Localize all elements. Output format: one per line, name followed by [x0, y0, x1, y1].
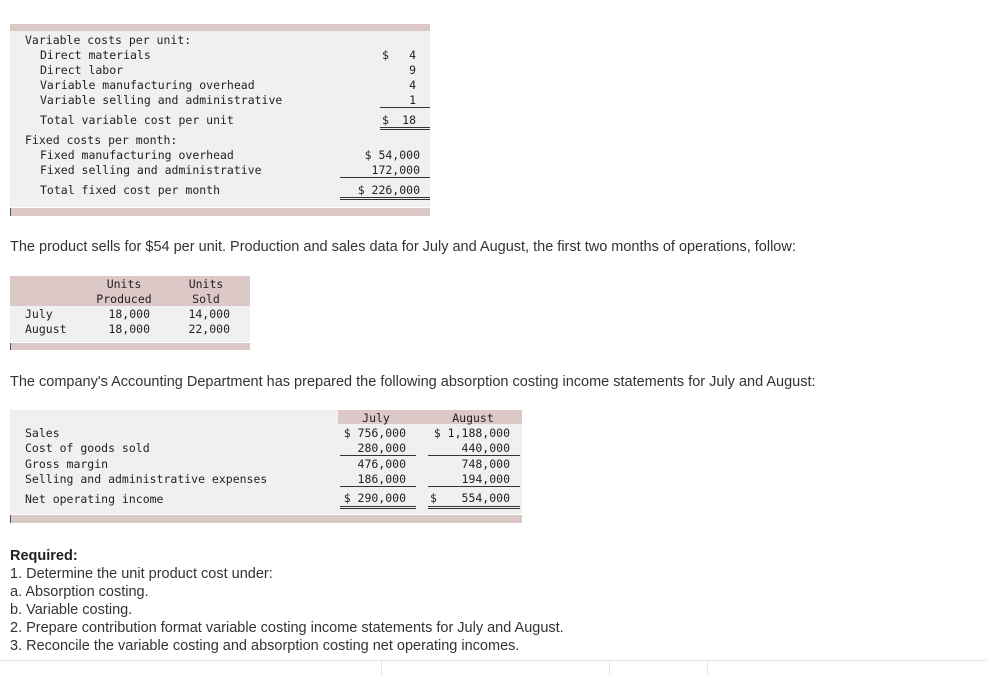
production-table-bottom-bar	[10, 343, 250, 350]
required-heading: Required:	[10, 548, 78, 564]
august-column-header: August	[452, 411, 494, 425]
selling-admin-july-rule	[340, 486, 416, 487]
net-operating-income-july: $ 290,000	[343, 491, 406, 505]
cogs-july-rule	[340, 455, 416, 456]
required-item-2: 2. Prepare contribution format variable costing income statements for July and August.	[10, 620, 564, 636]
direct-materials-value: 4	[409, 48, 416, 62]
july-units-produced: 18,000	[108, 307, 150, 321]
july-column-header: July	[362, 411, 390, 425]
income-table-bottom-edge	[10, 515, 11, 523]
net-operating-income-august: 554,000	[461, 491, 510, 505]
fixed-subtotal-rule	[340, 177, 430, 178]
income-table-bottom-bar	[10, 515, 522, 523]
gross-margin-july: 476,000	[357, 457, 406, 471]
fixed-total-double-rule	[340, 197, 430, 200]
august-units-sold: 22,000	[188, 322, 230, 336]
direct-labor-value: 9	[409, 63, 416, 77]
cogs-july: 280,000	[357, 441, 406, 455]
cogs-august-rule	[428, 455, 520, 456]
required-item-1a: a. Absorption costing.	[10, 584, 149, 600]
variable-total-double-rule	[380, 127, 430, 130]
page-bottom-tick-1	[381, 661, 382, 675]
july-units-sold: 14,000	[188, 307, 230, 321]
fixed-selling-admin-value: 172,000	[371, 163, 420, 177]
variable-costs-header: Variable costs per unit:	[25, 33, 192, 47]
units-sold-header-line1: Units	[188, 277, 224, 291]
accounting-text: The company's Accounting Department has prepared the following absorption costing income statements for July and August:	[10, 374, 816, 390]
net-august-double-rule	[428, 506, 520, 509]
page-bottom-rule	[0, 660, 987, 661]
net-operating-income-august-currency: $	[430, 491, 437, 505]
fixed-costs-header: Fixed costs per month:	[25, 133, 178, 147]
direct-materials-label: Direct materials	[40, 48, 151, 62]
cost-table-top-band	[10, 24, 430, 31]
production-table-bottom-edge	[10, 343, 11, 350]
total-fixed-cost-label: Total fixed cost per month	[40, 183, 221, 197]
selling-admin-august-rule	[428, 486, 520, 487]
required-item-3: 3. Reconcile the variable costing and absorption costing net operating incomes.	[10, 638, 520, 654]
cost-table-bottom-bar	[10, 208, 430, 216]
required-item-1: 1. Determine the unit product cost under:	[10, 566, 273, 582]
page-bottom-tick-3	[707, 661, 708, 675]
selling-admin-august: 194,000	[461, 472, 510, 486]
gross-margin-august: 748,000	[461, 457, 510, 471]
variable-mfg-overhead-value: 4	[409, 78, 416, 92]
required-item-1b: b. Variable costing.	[10, 602, 133, 618]
variable-mfg-overhead-label: Variable manufacturing overhead	[40, 78, 255, 92]
sales-august: $ 1,188,000	[433, 426, 510, 440]
variable-subtotal-rule	[380, 107, 430, 108]
selling-admin-label: Selling and administrative expenses	[25, 472, 268, 486]
cogs-label: Cost of goods sold	[25, 441, 150, 455]
total-fixed-cost-value: $ 226,000	[357, 183, 420, 197]
fixed-mfg-overhead-value: $ 54,000	[364, 148, 420, 162]
units-produced-header-line1: Units	[106, 277, 142, 291]
units-sold-header-line2: Sold	[192, 292, 220, 306]
direct-materials-currency: $	[382, 48, 389, 62]
gross-margin-label: Gross margin	[25, 457, 109, 471]
cost-table-bottom-edge	[10, 208, 11, 216]
units-produced-header-line2: Produced	[96, 292, 152, 306]
variable-selling-admin-label: Variable selling and administrative	[40, 93, 283, 107]
sales-label: Sales	[25, 426, 60, 440]
total-variable-cost-label: Total variable cost per unit	[40, 113, 234, 127]
variable-selling-admin-value: 1	[409, 93, 416, 107]
selling-admin-july: 186,000	[357, 472, 406, 486]
page-bottom-tick-2	[609, 661, 610, 675]
net-july-double-rule	[340, 506, 416, 509]
total-variable-cost-currency: $	[382, 113, 389, 127]
intro-text: The product sells for $54 per unit. Production and sales data for July and August, the first two months of operations, follow:	[10, 239, 796, 255]
net-operating-income-label: Net operating income	[25, 492, 164, 506]
fixed-selling-admin-label: Fixed selling and administrative	[40, 163, 262, 177]
august-month-label: August	[25, 322, 67, 336]
august-units-produced: 18,000	[108, 322, 150, 336]
direct-labor-label: Direct labor	[40, 63, 124, 77]
july-month-label: July	[25, 307, 53, 321]
fixed-mfg-overhead-label: Fixed manufacturing overhead	[40, 148, 234, 162]
sales-july: $ 756,000	[343, 426, 406, 440]
total-variable-cost-value: 18	[402, 113, 416, 127]
cogs-august: 440,000	[461, 441, 510, 455]
